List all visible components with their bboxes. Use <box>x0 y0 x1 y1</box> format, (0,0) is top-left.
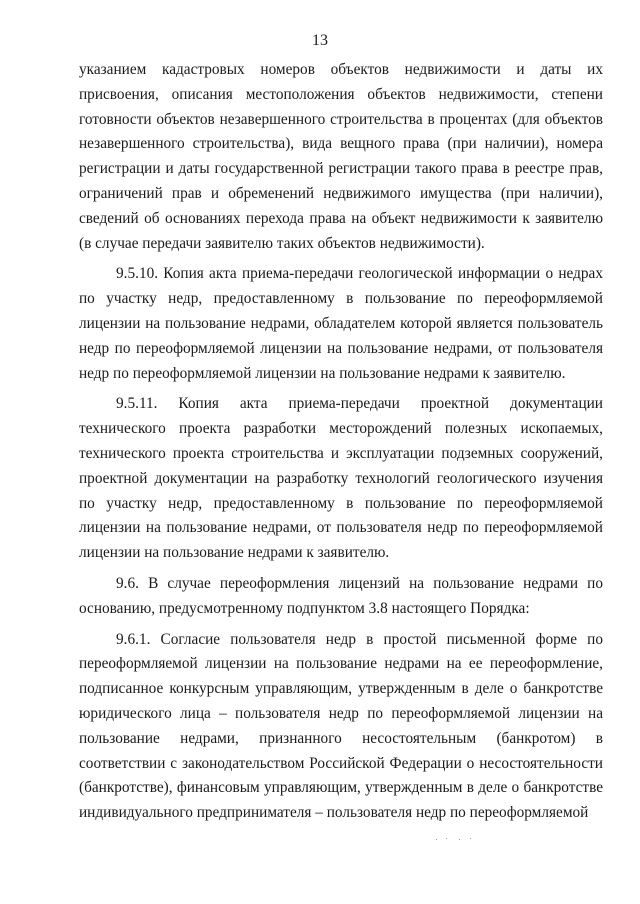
paragraph-continuation: указанием кадастровых номеров объектов недвижимости и даты их присвоения, описания местоположения объектов недвижимости, степени готовности объектов незавершенного строительства в процентах (для объектов незавершенного строительства), вида вещного права (при наличии), номера регистрации и даты государственной регистрации такого права в реестре прав, ограничений прав и обременений недвижимого имущества (при наличии), сведений об основаниях перехода права на объект недвижимости к заявителю (в случае передачи заявителю таких объектов недвижимости). <box>79 61 603 252</box>
scan-speck <box>470 838 471 839</box>
scan-speck <box>459 839 460 840</box>
paragraph-9-5-10: 9.5.10. Копия акта приема-передачи геологической информации о недрах по участку недр, предоставленному в пользование по переоформляемой лицензии на пользование недрами, обладателем которой является пользователь недр по переоформляемой лицензии на пользование недрами, от пользователя недр по переоформляемой лицензии на пользование недрами к заявителю. <box>79 265 603 382</box>
scan-speck <box>436 839 437 840</box>
paragraph-9-6: 9.6. В случае переоформления лицензий на пользование недрами по основанию, предусмотренному подпунктом 3.8 настоящего Порядка: <box>79 574 603 617</box>
scan-speck <box>446 838 447 839</box>
paragraph-9-5-11: 9.5.11. Копия акта приема-передачи проектной документации технического проекта разработки месторождений полезных ископаемых, технического проекта строительства и эксплуатации подземных сооружений, проектной документации на разработку технологий геологического изучения по участку недр, предоставленному в пользование по переоформляемой лицензии на пользование недрами, от пользователя недр по переоформляемой лицензии на пользование недрами к заявителю. <box>79 395 603 562</box>
page-number: 13 <box>312 32 328 49</box>
document-body <box>79 58 603 826</box>
paragraph-9-6-1: 9.6.1. Согласие пользователя недр в простой письменной форме по переоформляемой лицензии на пользование недрами на ее переоформление, подписанное конкурсным управляющим, утвержденным в деле о банкротстве юридического лица – пользователя недр по переоформляемой лицензии на пользование недрами, признанного несостоятельным (банкротом) в соответствии с законодательством Российской Федерации о несостоятельности (банкротстве), финансовым управляющим, утвержденным в деле о банкротстве индивидуального предпринимателя – пользователя недр по переоформляемой <box>79 630 603 822</box>
